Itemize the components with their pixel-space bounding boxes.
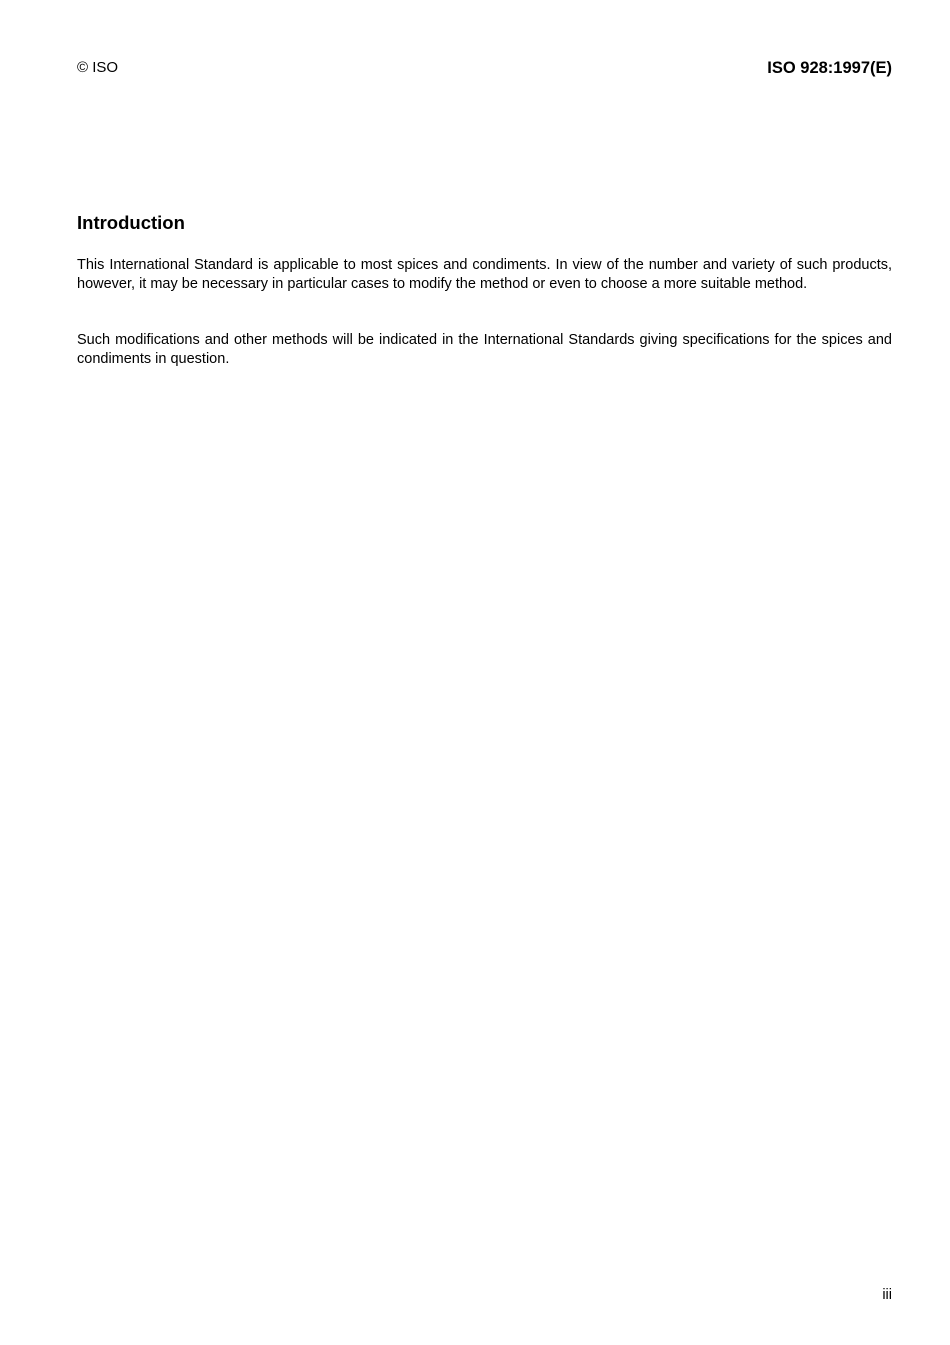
- document-identifier: ISO 928:1997(E): [767, 59, 892, 77]
- paragraph: Such modifications and other methods will be indicated in the International Standards giving specifications for the spices and condiments in question.: [77, 332, 892, 367]
- copyright-notice: © ISO: [77, 59, 119, 76]
- page-number: iii: [882, 1287, 892, 1303]
- paragraph: This International Standard is applicable to most spices and condiments. In view of the number and variety of such products, however, it may be necessary in particular cases to modify the method or even to choose a more suitable method.: [77, 257, 892, 292]
- section-title: Introduction: [77, 212, 185, 233]
